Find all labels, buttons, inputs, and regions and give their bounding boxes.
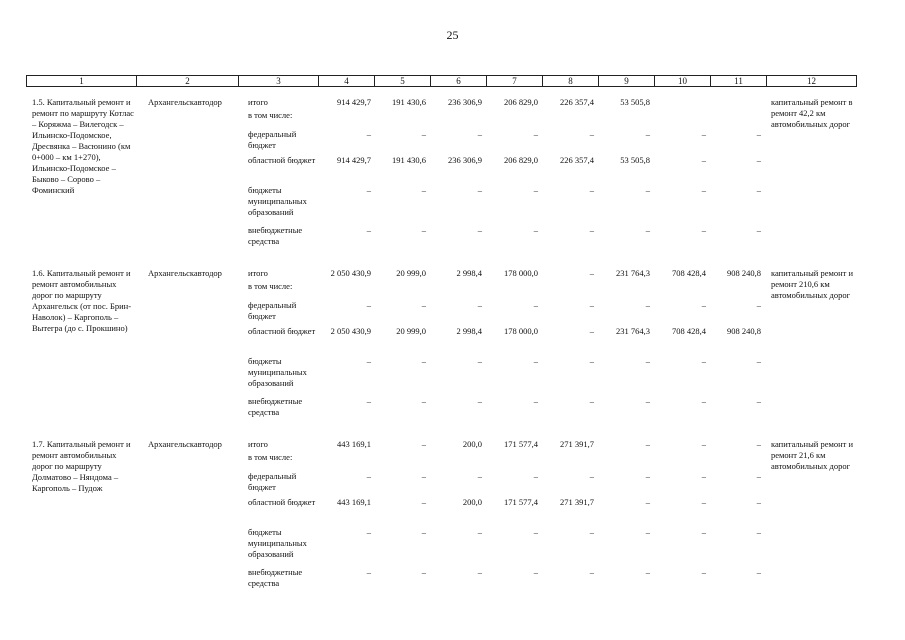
value-cell: – xyxy=(589,268,594,278)
value-cell: – xyxy=(366,471,371,481)
value-cell: – xyxy=(477,527,482,537)
value-cell: – xyxy=(589,471,594,481)
value-cell: – xyxy=(645,527,650,537)
value-cell: 20 999,0 xyxy=(396,268,426,278)
value-cell: 914 429,7 xyxy=(337,155,371,165)
value-cell: – xyxy=(645,129,650,139)
funding-source-label: федеральный бюджет xyxy=(248,300,297,321)
value-cell: 908 240,8 xyxy=(727,268,761,278)
value-cell: – xyxy=(366,396,371,406)
value-cell: – xyxy=(589,129,594,139)
value-cell: 178 000,0 xyxy=(504,326,538,336)
value-cell: – xyxy=(366,527,371,537)
value-cell: – xyxy=(756,471,761,481)
value-cell: 271 391,7 xyxy=(560,439,594,449)
value-cell: – xyxy=(366,300,371,310)
value-cell: – xyxy=(701,527,706,537)
value-cell: – xyxy=(756,225,761,235)
value-cell: – xyxy=(756,300,761,310)
value-cell: – xyxy=(421,497,426,507)
value-cell: 206 829,0 xyxy=(504,97,538,107)
value-cell: – xyxy=(421,129,426,139)
value-cell: – xyxy=(366,567,371,577)
value-cell: 53 505,8 xyxy=(620,97,650,107)
value-cell: 231 764,3 xyxy=(616,326,650,336)
funding-source-label: итого xyxy=(248,439,268,449)
value-cell: – xyxy=(589,567,594,577)
value-cell: – xyxy=(589,300,594,310)
value-cell: – xyxy=(589,527,594,537)
value-cell: – xyxy=(366,225,371,235)
value-cell: – xyxy=(645,356,650,366)
value-cell: – xyxy=(645,396,650,406)
value-cell: – xyxy=(533,471,538,481)
value-cell: – xyxy=(701,567,706,577)
value-cell: 2 998,4 xyxy=(456,268,482,278)
value-cell: – xyxy=(701,155,706,165)
value-cell: 2 050 430,9 xyxy=(330,268,371,278)
funding-source-label: в том числе: xyxy=(248,452,293,462)
funding-source-label: в том числе: xyxy=(248,281,293,291)
value-cell: – xyxy=(701,471,706,481)
value-cell: – xyxy=(421,356,426,366)
value-cell: – xyxy=(756,439,761,449)
value-cell: – xyxy=(701,356,706,366)
result-note: капитальный ремонт и ремонт 21,6 км автомобильных дорог xyxy=(771,439,854,471)
header-cell: 3 xyxy=(239,76,319,87)
value-cell: – xyxy=(756,567,761,577)
value-cell: – xyxy=(589,326,594,336)
funding-source-label: бюджеты муниципальных образований xyxy=(248,185,307,217)
value-cell: 200,0 xyxy=(462,497,482,507)
header-cell: 9 xyxy=(599,76,655,87)
funding-source-label: внебюджетные средства xyxy=(248,396,303,417)
funding-source-label: федеральный бюджет xyxy=(248,129,297,150)
value-cell: – xyxy=(533,527,538,537)
value-cell: 191 430,6 xyxy=(392,155,426,165)
value-cell: 178 000,0 xyxy=(504,268,538,278)
funding-source-label: итого xyxy=(248,97,268,107)
value-cell: 171 577,4 xyxy=(504,497,538,507)
project-name: 1.6. Капитальный ремонт и ремонт автомобильных дорог по маршруту Архангельск (от пос. Брин-Наволок) – Каргополь – Вытегра (до с. Прокшино) xyxy=(32,268,132,333)
value-cell: – xyxy=(421,527,426,537)
value-cell: – xyxy=(645,439,650,449)
value-cell: – xyxy=(645,497,650,507)
funding-source-label: бюджеты муниципальных образований xyxy=(248,527,307,559)
value-cell: – xyxy=(421,396,426,406)
header-cell: 5 xyxy=(375,76,431,87)
value-cell: – xyxy=(756,129,761,139)
value-cell: – xyxy=(589,396,594,406)
value-cell: – xyxy=(756,356,761,366)
header-cell: 11 xyxy=(711,76,767,87)
value-cell: – xyxy=(421,300,426,310)
executor: Архангельскавтодор xyxy=(148,268,222,278)
header-cell: 4 xyxy=(319,76,375,87)
value-cell: 226 357,4 xyxy=(560,155,594,165)
value-cell: 914 429,7 xyxy=(337,97,371,107)
value-cell: – xyxy=(366,185,371,195)
value-cell: 53 505,8 xyxy=(620,155,650,165)
value-cell: 443 169,1 xyxy=(337,497,371,507)
value-cell: – xyxy=(477,225,482,235)
value-cell: 226 357,4 xyxy=(560,97,594,107)
value-cell: 708 428,4 xyxy=(672,268,706,278)
value-cell: – xyxy=(477,300,482,310)
funding-source-label: областной бюджет xyxy=(248,497,316,507)
value-cell: 908 240,8 xyxy=(727,326,761,336)
value-cell: – xyxy=(589,185,594,195)
value-cell: – xyxy=(756,155,761,165)
value-cell: – xyxy=(533,567,538,577)
value-cell: 191 430,6 xyxy=(392,97,426,107)
value-cell: – xyxy=(477,396,482,406)
value-cell: – xyxy=(645,225,650,235)
value-cell: – xyxy=(756,396,761,406)
value-cell: – xyxy=(421,185,426,195)
value-cell: – xyxy=(477,356,482,366)
result-note: капитальный ремонт и ремонт 210,6 км автомобильных дорог xyxy=(771,268,854,300)
funding-source-label: внебюджетные средства xyxy=(248,567,303,588)
header-row xyxy=(27,76,857,87)
funding-source-label: итого xyxy=(248,268,268,278)
value-cell: – xyxy=(421,567,426,577)
value-cell: – xyxy=(701,497,706,507)
value-cell: – xyxy=(701,300,706,310)
funding-source-label: областной бюджет xyxy=(248,155,316,165)
executor: Архангельскавтодор xyxy=(148,97,222,107)
value-cell: – xyxy=(477,129,482,139)
executor: Архангельскавтодор xyxy=(148,439,222,449)
value-cell: 231 764,3 xyxy=(616,268,650,278)
value-cell: – xyxy=(645,567,650,577)
value-cell: – xyxy=(421,439,426,449)
header-cell: 10 xyxy=(655,76,711,87)
value-cell: – xyxy=(756,185,761,195)
funding-source-label: областной бюджет xyxy=(248,326,316,336)
header-cell: 2 xyxy=(137,76,239,87)
value-cell: – xyxy=(701,129,706,139)
value-cell: – xyxy=(533,396,538,406)
page-number: 25 xyxy=(446,28,459,42)
value-cell: – xyxy=(701,396,706,406)
value-cell: – xyxy=(533,225,538,235)
header-cell: 7 xyxy=(487,76,543,87)
header-cell: 1 xyxy=(27,76,137,87)
value-cell: – xyxy=(589,225,594,235)
column-header-table xyxy=(26,75,857,87)
header-cell: 8 xyxy=(543,76,599,87)
value-cell: – xyxy=(421,471,426,481)
value-cell: – xyxy=(477,185,482,195)
value-cell: 20 999,0 xyxy=(396,326,426,336)
value-cell: 443 169,1 xyxy=(337,439,371,449)
value-cell: 236 306,9 xyxy=(448,97,482,107)
value-cell: – xyxy=(366,356,371,366)
funding-source-label: бюджеты муниципальных образований xyxy=(248,356,307,388)
value-cell: – xyxy=(756,497,761,507)
value-cell: 206 829,0 xyxy=(504,155,538,165)
value-cell: 271 391,7 xyxy=(560,497,594,507)
value-cell: – xyxy=(533,185,538,195)
value-cell: 2 998,4 xyxy=(456,326,482,336)
value-cell: 2 050 430,9 xyxy=(330,326,371,336)
value-cell: – xyxy=(421,225,426,235)
funding-source-label: федеральный бюджет xyxy=(248,471,297,492)
value-cell: – xyxy=(366,129,371,139)
value-cell: – xyxy=(645,471,650,481)
value-cell: 171 577,4 xyxy=(504,439,538,449)
value-cell: – xyxy=(701,439,706,449)
value-cell: – xyxy=(701,225,706,235)
value-cell: 200,0 xyxy=(462,439,482,449)
value-cell: 708 428,4 xyxy=(672,326,706,336)
value-cell: – xyxy=(533,300,538,310)
value-cell: – xyxy=(645,185,650,195)
funding-source-label: внебюджетные средства xyxy=(248,225,303,246)
value-cell: – xyxy=(701,185,706,195)
funding-source-label: в том числе: xyxy=(248,110,293,120)
value-cell: – xyxy=(645,300,650,310)
header-cell: 12 xyxy=(767,76,857,87)
value-cell: – xyxy=(756,527,761,537)
header-cell: 6 xyxy=(431,76,487,87)
value-cell: – xyxy=(589,356,594,366)
value-cell: – xyxy=(477,471,482,481)
value-cell: – xyxy=(477,567,482,577)
project-name: 1.7. Капитальный ремонт и ремонт автомобильных дорог по маршруту Долматово – Няндома – Каргополь – Пудож xyxy=(32,439,131,493)
result-note: капитальный ремонт в ремонт 42,2 км автомобильных дорог xyxy=(771,97,853,129)
value-cell: 236 306,9 xyxy=(448,155,482,165)
project-name: 1.5. Капитальный ремонт и ремонт по маршруту Котлас – Коряжма – Вилегодск – Ильинско-Подомское, Дресвянка – Васюнино (км 0+000 – км 1+270), Ильинско-Подомское – Быково – Сорово – Фоминский xyxy=(32,97,134,195)
value-cell: – xyxy=(533,356,538,366)
value-cell: – xyxy=(533,129,538,139)
